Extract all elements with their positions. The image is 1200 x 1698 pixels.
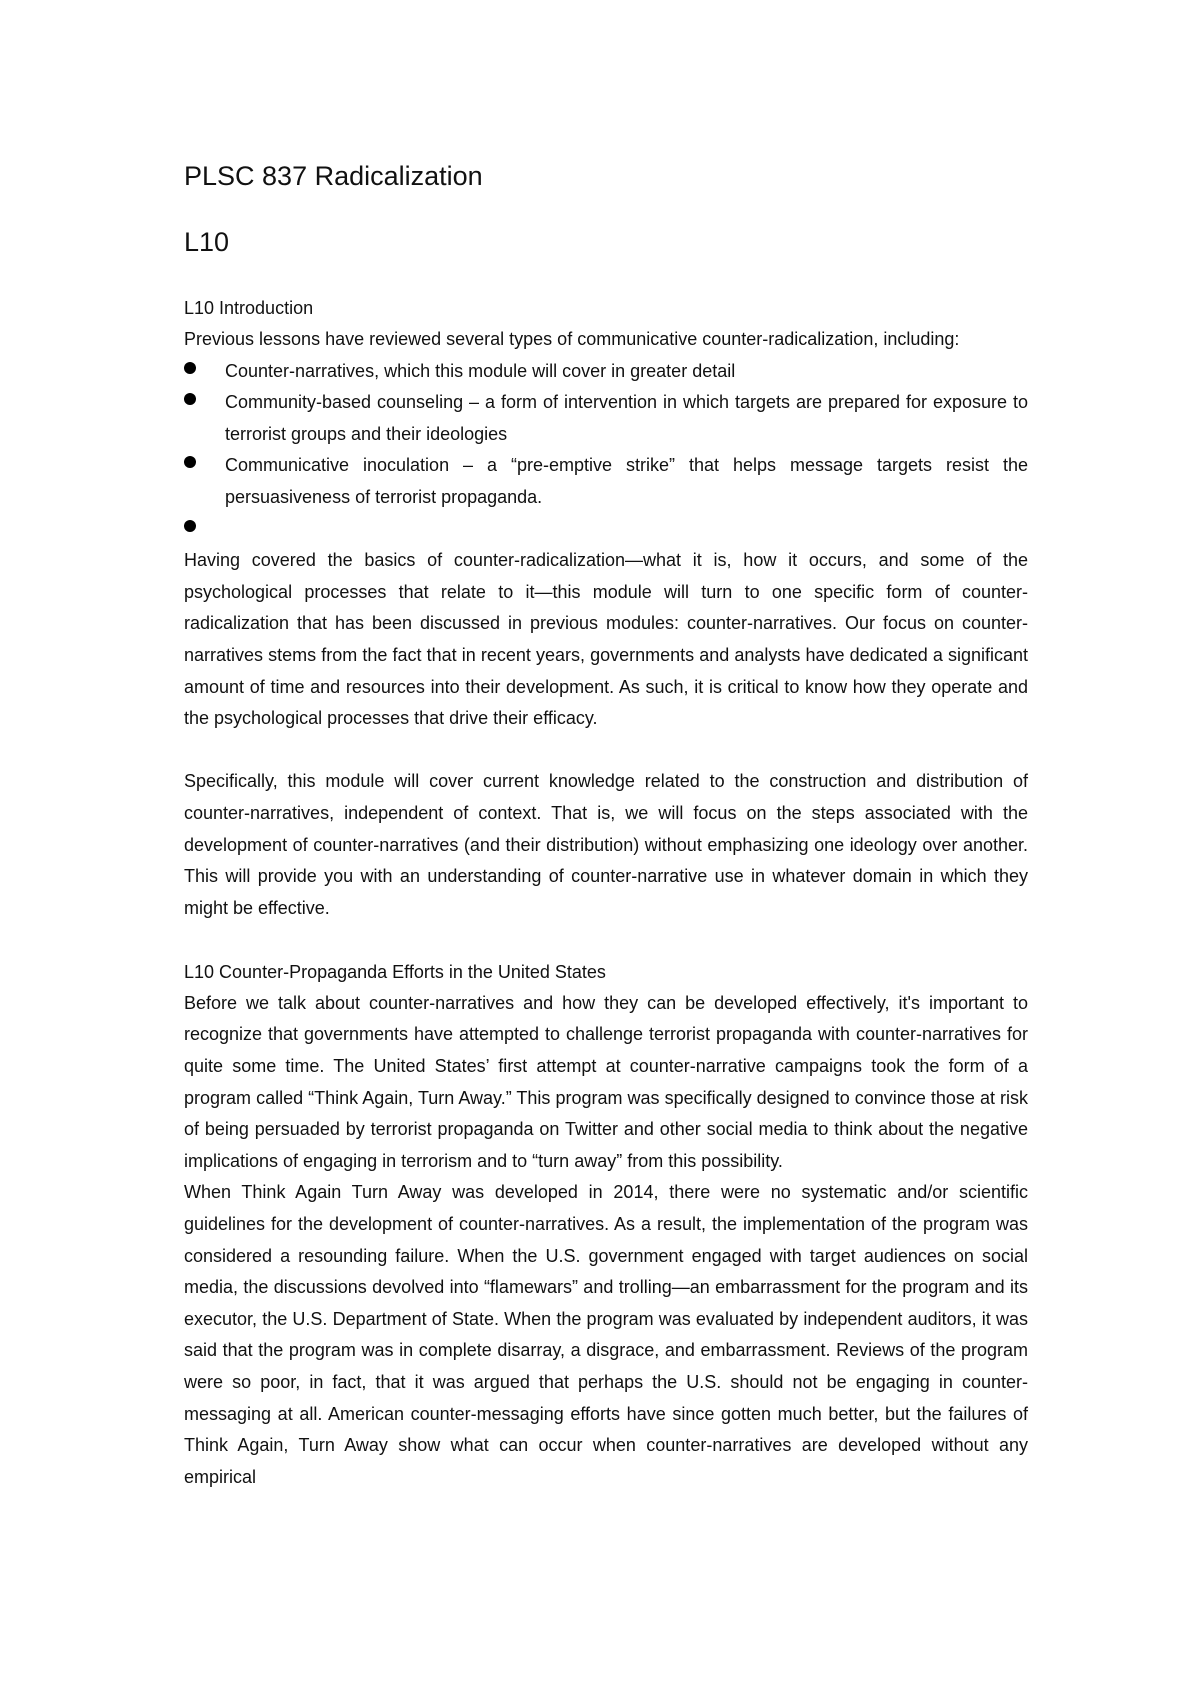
section-heading-introduction: L10 Introduction xyxy=(184,298,314,318)
bullet-dot-icon xyxy=(184,393,196,405)
document-title: PLSC 837 Radicalization xyxy=(184,161,483,191)
body-paragraph: Having covered the basics of counter-radicalization—what it is, how it occurs, and some of the psychological processes that relate to it—this module will turn to one specific form of counter-radicalization that has been discussed in previous modules: counter-narratives. Our focus on counter-narratives stems from the fact that in recent years, governments and analysts have dedicated a significant amount of time and resources into their development. As such, it is critical to know how they operate and the psychological processes that drive their efficacy. xyxy=(184,550,1028,729)
body-paragraph: Specifically, this module will cover current knowledge related to the construction and distribution of counter-narratives, independent of context. That is, we will focus on the steps associated with the development of counter-narratives (and their distribution) without emphasizing one ideology over another. This will provide you with an understanding of counter-narrative use in whatever domain in which they might be effective. xyxy=(184,771,1028,918)
bullet-dot-icon xyxy=(184,520,196,532)
body-paragraph: Before we talk about counter-narratives and how they can be developed effectively, it's important to recognize that governments have attempted to challenge terrorist propaganda with counter-narratives for quite some time. The United States’ first attempt at counter-narrative campaigns took the form of a program called “Think Again, Turn Away.” This program was specifically designed to convince those at risk of being persuaded by terrorist propaganda on Twitter and other social media to think about the negative implications of engaging in terrorism and to “turn away” from this possibility. xyxy=(184,992,1028,1171)
bullet-list xyxy=(184,356,1028,546)
bullet-dot-icon xyxy=(184,362,196,374)
document-body xyxy=(184,158,1028,1493)
bullet-dot-icon xyxy=(184,456,196,468)
section-heading-counter-propaganda: L10 Counter-Propaganda Efforts in the United States xyxy=(184,961,606,982)
list-item xyxy=(184,387,1028,450)
list-item-text: Communicative inoculation – a “pre-emptive strike” that helps message targets resist the persuasiveness of terrorist propaganda. xyxy=(225,455,1028,507)
list-item-text: Community-based counseling – a form of intervention in which targets are prepared for exposure to terrorist groups and their ideologies xyxy=(225,392,1028,444)
lesson-label: L10 xyxy=(184,227,230,257)
paragraph-spacer xyxy=(184,735,1028,767)
list-item-empty xyxy=(184,514,1028,546)
paragraph-spacer xyxy=(184,924,1028,956)
list-item-text: Counter-narratives, which this module will cover in greater detail xyxy=(225,360,736,381)
intro-paragraph: Previous lessons have reviewed several types of communicative counter-radicalization, including: xyxy=(184,329,960,349)
list-item xyxy=(184,450,1028,513)
list-item xyxy=(184,356,1028,388)
body-paragraph: When Think Again Turn Away was developed in 2014, there were no systematic and/or scientific guidelines for the development of counter-narratives. As a result, the implementation of the program was considered a resounding failure. When the U.S. government engaged with target audiences on social media, the discussions devolved into “flamewars” and trolling—an embarrassment for the program and its executor, the U.S. Department of State. When the program was evaluated by independent auditors, it was said that the program was in complete disarray, a disgrace, and embarrassment. Reviews of the program were so poor, in fact, that it was argued that perhaps the U.S. should not be engaging in counter-messaging at all. American counter-messaging efforts have since gotten much better, but the failures of Think Again, Turn Away show what can occur when counter-narratives are developed without any empirical xyxy=(184,1182,1028,1487)
